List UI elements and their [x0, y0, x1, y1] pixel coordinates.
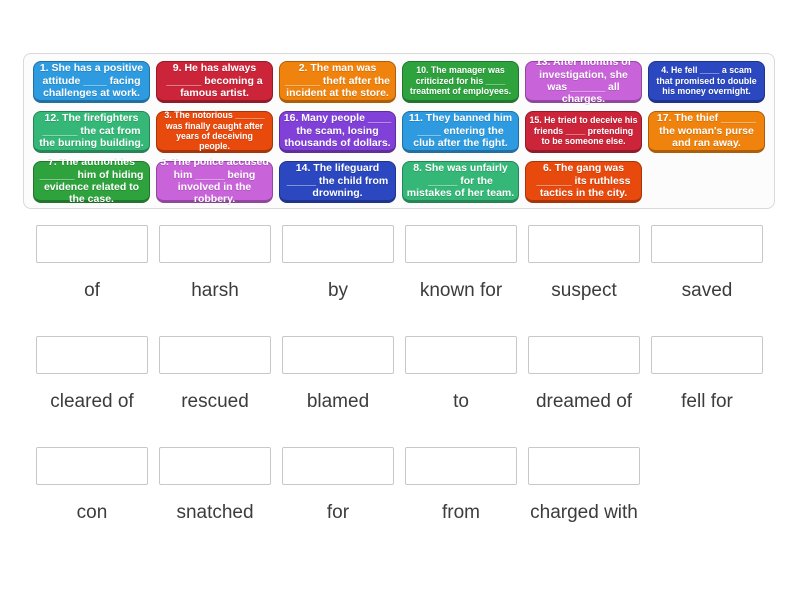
answer-drop-box[interactable]	[528, 336, 640, 374]
answer-cell	[405, 225, 517, 319]
answer-drop-box[interactable]	[651, 336, 763, 374]
answer-drop-box[interactable]	[159, 225, 271, 263]
sentence-card[interactable]	[156, 156, 273, 206]
answer-area	[36, 225, 763, 541]
answer-drop-box[interactable]	[36, 447, 148, 485]
answer-word-label: snatched	[176, 502, 254, 524]
sentence-card-text: 3. The notorious ______ was finally caught after years of deceiving people.	[164, 110, 265, 152]
sentence-card-text: 15. He tried to deceive his friends ____ pretending to be someone else.	[529, 115, 638, 147]
answer-cell	[36, 336, 148, 430]
answer-word-label: for	[326, 502, 350, 524]
answer-cell	[528, 225, 640, 319]
sentence-card-text: 11. They banned him ____ entering the club after the fight.	[408, 112, 513, 150]
sentence-card-text: 5. The police accused him _____ being involved in the robbery.	[160, 156, 269, 206]
sentence-card[interactable]	[648, 111, 765, 153]
answer-word-label: blamed	[306, 391, 370, 413]
card-grid	[24, 54, 774, 210]
answer-cell	[651, 225, 763, 319]
sentence-card-text: 16. Many people ____ the scam, losing thousands of dollars.	[283, 112, 392, 150]
sentence-card[interactable]	[279, 61, 396, 103]
answer-word-label: dreamed of	[535, 391, 633, 413]
answer-drop-box[interactable]	[651, 225, 763, 263]
answer-word-label: by	[327, 280, 349, 302]
answer-cell	[405, 336, 517, 430]
sentence-card-text: 12. The firefighters ______ the cat from the burning building.	[39, 112, 144, 150]
sentence-card[interactable]	[402, 61, 519, 103]
sentence-card-text: 6. The gang was ______ its ruthless tactics in the city.	[536, 162, 631, 200]
sentence-card-text: 10. The manager was criticized for his ____ treatment of employees.	[409, 65, 512, 97]
answer-cell	[282, 447, 394, 541]
sentence-card-text: 14. The lifeguard _____ the child from drowning.	[286, 162, 389, 200]
answer-word-label: from	[442, 502, 480, 524]
answer-cell	[651, 336, 763, 430]
sentence-card[interactable]	[648, 61, 765, 103]
answer-drop-box[interactable]	[405, 447, 517, 485]
sentence-card[interactable]	[156, 111, 273, 153]
answer-drop-box[interactable]	[405, 336, 517, 374]
answer-cell	[36, 447, 148, 541]
answer-cell	[159, 447, 271, 541]
answer-cell	[282, 225, 394, 319]
answer-drop-box[interactable]	[528, 447, 640, 485]
sentence-card-text: 7. The authorities ______ him of hiding evidence related to the case.	[39, 156, 144, 206]
answer-drop-box[interactable]	[282, 225, 394, 263]
sentence-card[interactable]	[279, 161, 396, 203]
answer-cell	[159, 336, 271, 430]
sentence-card[interactable]	[156, 61, 273, 103]
answer-word-label: to	[453, 391, 469, 413]
answer-drop-box[interactable]	[36, 336, 148, 374]
card-bank-panel	[23, 53, 775, 209]
answer-cell	[528, 336, 640, 430]
sentence-card[interactable]	[33, 111, 150, 153]
answer-drop-box[interactable]	[528, 225, 640, 263]
answer-drop-box[interactable]	[405, 225, 517, 263]
sentence-card[interactable]	[402, 111, 519, 153]
answer-word-label: rescued	[181, 391, 249, 413]
answer-drop-box[interactable]	[159, 447, 271, 485]
answer-cell	[528, 447, 640, 541]
answer-cell	[282, 336, 394, 430]
answer-word-label: con	[76, 502, 108, 524]
sentence-card[interactable]	[402, 161, 519, 203]
sentence-card[interactable]	[525, 111, 642, 153]
answer-drop-box[interactable]	[282, 336, 394, 374]
answer-word-label: saved	[681, 280, 733, 302]
sentence-card-text: 13. After months of investigation, she was ______ all charges.	[535, 56, 632, 106]
answer-drop-box[interactable]	[282, 447, 394, 485]
sentence-card[interactable]	[525, 161, 642, 203]
answer-word-label: charged with	[530, 502, 638, 524]
sentence-card-text: 1. She has a positive attitude ____ facing challenges at work.	[39, 62, 144, 100]
sentence-card-text: 4. He fell ____ a scam that promised to double his money overnight.	[656, 65, 757, 97]
sentence-card-text: 17. The thief ______ the woman's purse and ran away.	[656, 112, 757, 150]
answer-word-label: suspect	[551, 280, 617, 302]
answer-cell	[159, 225, 271, 319]
sentence-card[interactable]	[525, 56, 642, 106]
answer-cell	[36, 225, 148, 319]
sentence-card[interactable]	[33, 156, 150, 206]
answer-word-label: cleared of	[50, 391, 134, 413]
answer-word-label: known for	[419, 280, 503, 302]
answer-cell	[405, 447, 517, 541]
sentence-card-text: 9. He has always ______ becoming a famous artist.	[166, 62, 263, 100]
answer-word-label: fell for	[681, 391, 733, 413]
sentence-card[interactable]	[279, 111, 396, 153]
answer-drop-box[interactable]	[36, 225, 148, 263]
answer-word-label: harsh	[191, 280, 239, 302]
answer-word-label: of	[84, 280, 100, 302]
answer-drop-box[interactable]	[159, 336, 271, 374]
sentence-card-text: 2. The man was ______ theft after the incident at the store.	[284, 62, 391, 100]
sentence-card-text: 8. She was unfairly _____ for the mistakes of her team.	[406, 162, 515, 200]
sentence-card[interactable]	[33, 61, 150, 103]
